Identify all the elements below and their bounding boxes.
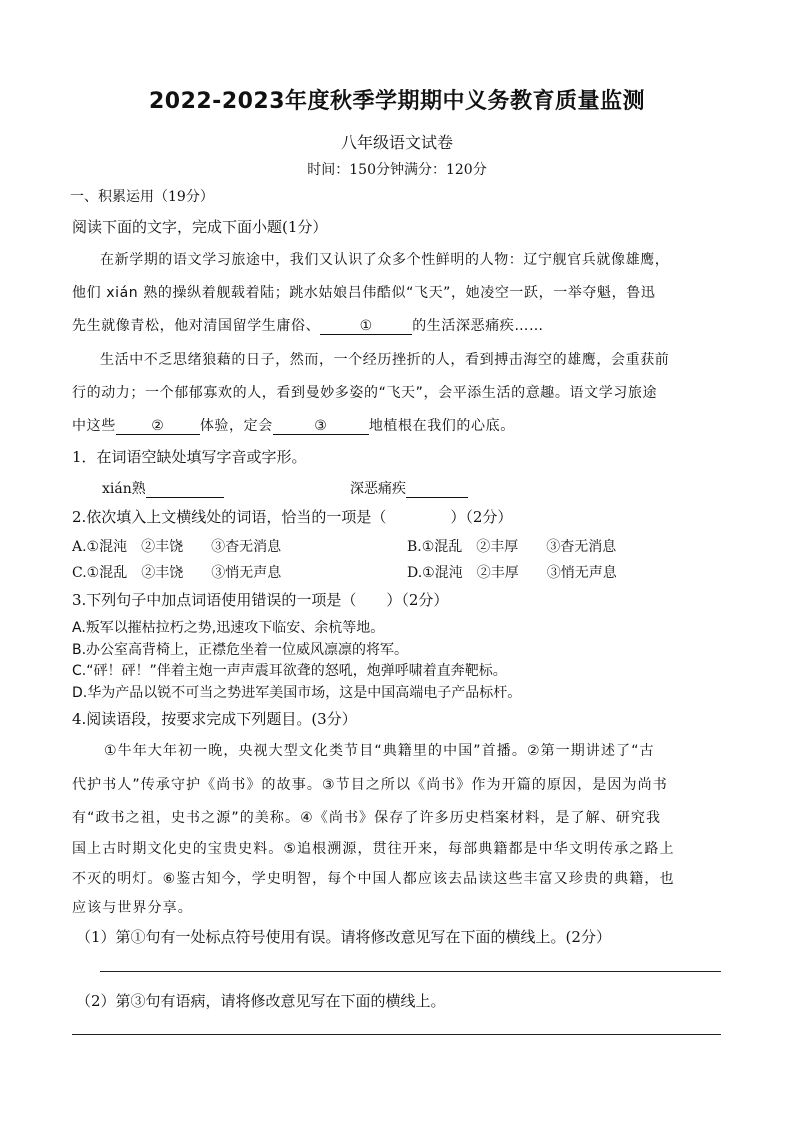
passage-line [72,415,515,435]
question-1-item-a: xián熟 [102,478,224,498]
question-4-sub-1: （1）第①句有一处标点符号使用有误。请将修改意见写在下面的横线上。(2分） [76,928,611,946]
passage-line: 国上古时期文化史的宝贵史料。⑤追根溯源，贯往开来，每部典籍都是中华文明传承之路上 [72,841,675,857]
question-2-option-a[interactable]: A.①混沌 ②丰饶 ③杳无消息 [72,539,282,555]
passage-line: 代护书人”传承守护《尚书》的故事。③节目之所以《尚书》作为开篇的原因，是因为尚书 [72,777,668,793]
passage-line: 在新学期的语文学习旅途中，我们又认识了众多个性鲜明的人物：辽宁舰官兵就像雄鹰， [100,252,670,268]
blank-1[interactable]: ① [320,318,412,335]
question-4-stem: 4.阅读语段，按要求完成下列题目。(3分） [72,710,357,728]
question-1-item-b: 深恶痛疾 [350,478,468,498]
question-3-stem: 3.下列句子中加点词语使用错误的一项是（ ）（2分） [72,591,449,609]
question-3-option-d[interactable]: D.华为产品以锐不可当之势进军美国市场，这是中国高端电子产品标杆。 [72,685,522,701]
question-1-stem: 1．在词语空缺处填写字音或字形。 [72,448,307,466]
question-2-option-d[interactable]: D.①混沌 ②丰厚 ③悄无声息 [407,565,617,581]
blank-2[interactable]: ② [116,418,200,435]
question-2-option-b[interactable]: B.①混乱 ②丰厚 ③杳无消息 [407,539,617,555]
question-2-stem: 2.依次填入上文横线处的词语，恰当的一项是（ ）（2分） [72,508,513,526]
section-heading: 一、积累运用（19分） [70,189,214,205]
passage-line: 有“政书之祖，史书之源”的美称。④《尚书》保存了许多历史档案材料，是了解、研究我 [72,810,662,826]
question-3-option-c[interactable]: C.“砰！砰！”伴着主炮一声声震耳欲聋的怒吼，炮弹呼啸着直奔靶标。 [72,663,507,679]
passage-line: 不灭的明灯。⑥鉴古知今，学史明智，每个中国人都应该去品读这些丰富又珍贵的典籍，也 [72,871,675,887]
passage-line: 应该与世界分享。 [72,900,193,916]
exam-subtitle: 八年级语文试卷 [340,133,453,152]
passage-text: 体验，定会 [199,418,273,434]
passage-line: ①牛年大年初一晚，央视大型文化类节目“典籍里的中国”首播。②第一期讲述了“古 [104,743,655,759]
passage-line [72,315,544,335]
answer-blank-a[interactable] [146,481,224,498]
question-3-option-a[interactable]: A.叛军以摧枯拉朽之势,迅速攻下临安、余杭等地。 [72,620,385,636]
question-3-option-b[interactable]: B.办公室高背椅上，正襟危坐着一位威风凛凛的将军。 [72,642,409,658]
passage-text: 地植根在我们的心底。 [368,418,515,434]
exam-title: 2022-2023年度秋季学期期中义务教育质量监测 [148,89,646,114]
passage-line: 行的动力；一个郁郁寡欢的人，看到曼妙多姿的“飞天”，会平添生活的意趣。语文学习旅途 [72,385,658,401]
answer-line-1[interactable] [100,971,721,972]
blank-3[interactable]: ③ [273,418,369,435]
question-2-option-c[interactable]: C.①混乱 ②丰饶 ③悄无声息 [72,565,282,581]
answer-line-2[interactable] [72,1034,721,1035]
section-instruction: 阅读下面的文字，完成下面小题(1分） [72,218,328,236]
passage-text: 中这些 [72,418,116,434]
passage-text: 先生就像青松，他对清国留学生庸俗、 [72,318,321,334]
exam-time-info: 时间：150分钟满分：120分 [307,162,487,178]
answer-blank-b[interactable] [406,481,468,498]
passage-line: 生活中不乏思绪狼藉的日子，然而，一个经历挫折的人，看到搏击海空的雄鹰，会重获前 [100,352,670,368]
passage-line: 他们 xián 熟的操纵着舰载着陆；跳水姑娘吕伟酷似“飞天”，她凌空一跃，一举夺魁，鲁迅 [72,285,656,301]
question-4-sub-2: （2）第③句有语病，请将修改意见写在下面的横线上。 [76,992,446,1010]
passage-text: 的生活深恶痛疾…… [412,318,544,334]
